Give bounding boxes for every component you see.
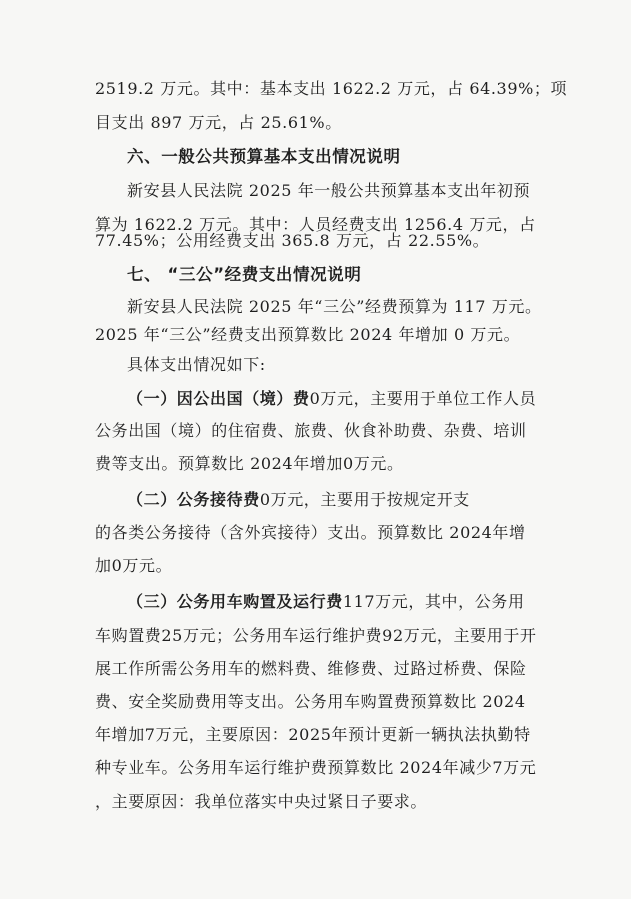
paragraph-line: 新安县人民法院 2025 年“三公”经费预算为 117 万元。 <box>127 297 542 316</box>
item-text: 0万元，主要用于单位工作人员 <box>309 389 537 408</box>
paragraph-line: 的各类公务接待（含外宾接待）支出。预算数比 2024年增 <box>95 523 526 542</box>
paragraph-line: 车购置费25万元；公务用车运行维护费92万元，主要用于开 <box>95 626 537 645</box>
paragraph-line: 年增加7万元，主要原因：2025年预计更新一辆执法执勤特 <box>95 725 531 744</box>
paragraph-line: 新安县人民法院 2025 年一般公共预算基本支出年初预 <box>127 181 531 200</box>
paragraph-line: 目支出 897 万元，占 25.61%。 <box>95 113 342 132</box>
paragraph-line: 公务出国（境）的住宿费、旅费、伙食补助费、杂费、培训 <box>95 421 527 440</box>
item-lead: （三）公务用车购置及运行费 <box>127 592 343 611</box>
paragraph-line: 加0万元。 <box>95 556 173 575</box>
paragraph-line: 具体支出情况如下: <box>127 355 266 374</box>
paragraph-line: 费等支出。预算数比 2024年增加0万元。 <box>95 454 404 473</box>
item-text: 117万元，其中，公务用 <box>342 592 525 611</box>
paragraph-line <box>127 592 525 612</box>
paragraph-line: 费、安全奖励费用等支出。公务用车购置费预算数比 2024 <box>95 692 526 711</box>
paragraph-line <box>127 490 470 510</box>
section-heading-6: 六、一般公共预算基本支出情况说明 <box>127 147 401 166</box>
item-lead: （二）公务接待费 <box>127 490 260 509</box>
paragraph-line: 种专业车。公务用车运行维护费预算数比 2024年减少7万元 <box>95 758 537 777</box>
paragraph-line: 展工作所需公务用车的燃料费、维修费、过路过桥费、保险 <box>95 659 527 678</box>
paragraph-line: 77.45%；公用经费支出 365.8 万元，占 22.55%。 <box>95 231 490 250</box>
paragraph-line: 算为 1622.2 万元。其中：人员经费支出 1256.4 万元，占 <box>95 215 536 234</box>
section-heading-7: 七、 “三公”经费支出情况说明 <box>127 265 362 284</box>
paragraph-line: 2519.2 万元。其中：基本支出 1622.2 万元，占 64.39%；项 <box>95 79 568 98</box>
item-text: 0万元，主要用于按规定开支 <box>259 490 470 509</box>
paragraph-line: 2025 年“三公”经费支出预算数比 2024 年增加 0 万元。 <box>95 325 521 344</box>
paragraph-line: ，主要原因：我单位落实中央过紧日子要求。 <box>95 792 428 811</box>
paragraph-line <box>127 389 536 409</box>
item-lead: （一）因公出国（境）费 <box>127 389 310 408</box>
